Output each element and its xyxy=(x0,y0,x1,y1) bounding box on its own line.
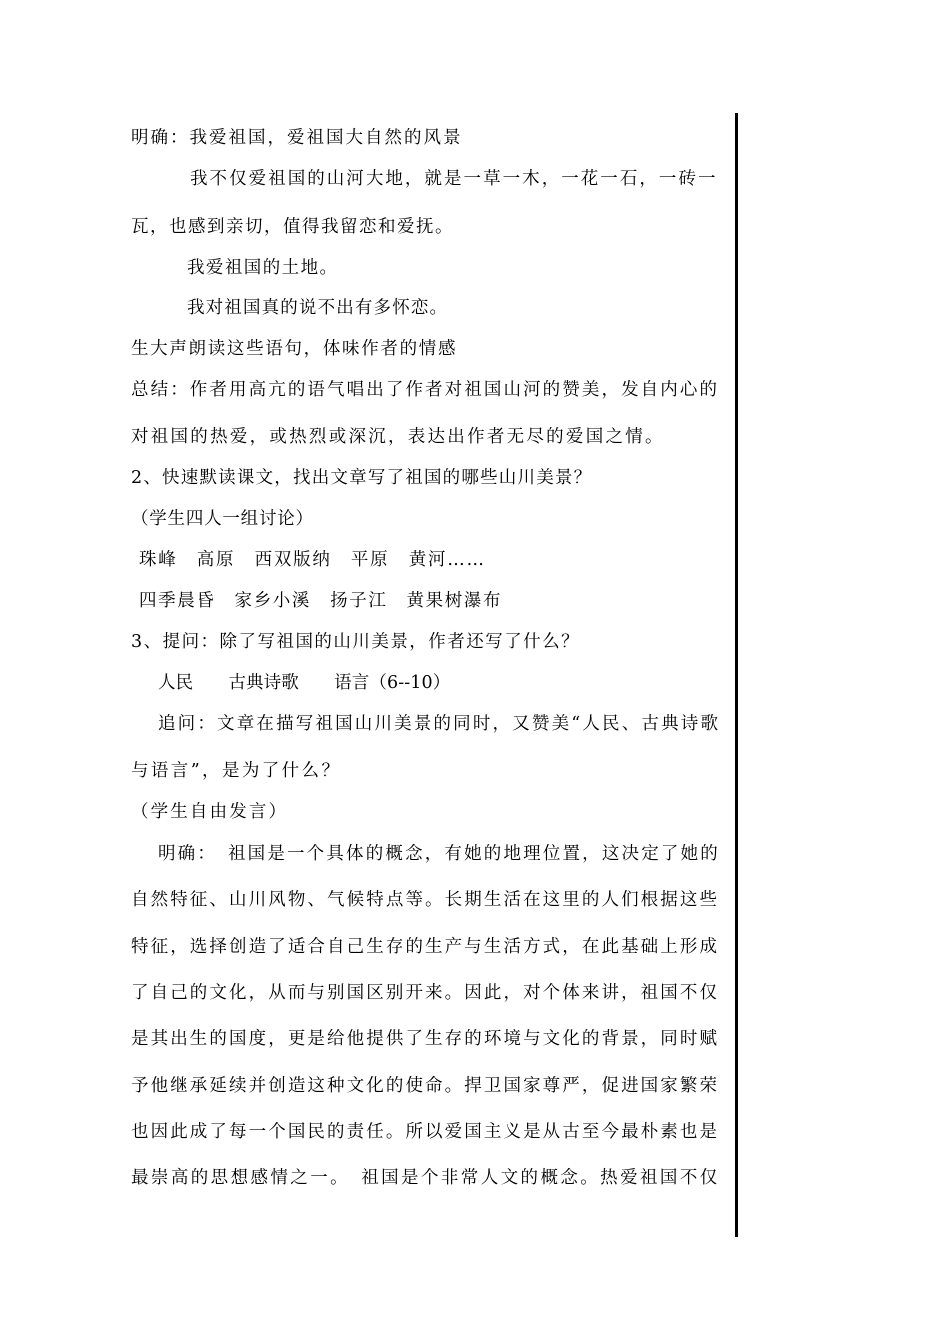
text-line: 瓦，也感到亲切，值得我留恋和爱抚。 xyxy=(131,217,454,237)
text-line: 与语言”，是为了什么？ xyxy=(131,761,342,781)
text-line: 生大声朗读这些语句，体味作者的情感 xyxy=(131,339,458,359)
text-line: 予他继承延续并创造这种文化的使命。捍卫国家尊严，促进国家繁荣 xyxy=(131,1076,720,1096)
text-line: 追问：文章在描写祖国山川美景的同时，又赞美“人民、古典诗歌 xyxy=(158,714,721,734)
margin-rule xyxy=(735,113,738,1237)
text-line: 人民 古典诗歌 语言（6--10） xyxy=(158,673,451,693)
text-line: （学生四人一组讨论） xyxy=(131,509,314,529)
text-line: 我爱祖国的土地。 xyxy=(187,258,339,278)
text-line: 我不仅爱祖国的山河大地，就是一草一木，一花一石，一砖一 xyxy=(190,169,718,189)
text-line: 2、快速默读课文，找出文章写了祖国的哪些山川美景？ xyxy=(131,468,593,488)
text-line: 明确：我爱祖国，爱祖国大自然的风景 xyxy=(131,128,463,148)
text-line: 四季晨昏 家乡小溪 扬子江 黄果树瀑布 xyxy=(139,591,503,611)
text-line: 珠峰 高原 西双版纳 平原 黄河…… xyxy=(139,550,486,570)
text-line: 是其出生的国度，更是给他提供了生存的环境与文化的背景，同时赋 xyxy=(131,1029,720,1049)
text-line: 明确： 祖国是一个具体的概念，有她的地理位置，这决定了她的 xyxy=(158,844,720,864)
text-line: （学生自由发言） xyxy=(131,802,289,822)
text-line: 我对祖国真的说不出有多怀恋。 xyxy=(187,298,449,318)
text-line: 总结：作者用高亢的语气唱出了作者对祖国山河的赞美，发自内心的 xyxy=(131,380,720,400)
text-line: 对祖国的热爱，或热烈或深沉，表达出作者无尽的爱国之情。 xyxy=(131,427,665,447)
text-line: 自然特征、山川风物、气候特点等。长期生活在这里的人们根据这些 xyxy=(131,890,720,910)
text-line: 了自己的文化，从而与别国区别开来。因此，对个体来讲，祖国不仅 xyxy=(131,983,720,1003)
text-line: 特征，选择创造了适合自己生存的生产与生活方式，在此基础上形成 xyxy=(131,937,720,957)
text-line: 3、提问：除了写祖国的山川美景，作者还写了什么？ xyxy=(131,632,581,652)
text-line: 最崇高的思想感情之一。 祖国是个非常人文的概念。热爱祖国不仅 xyxy=(131,1168,720,1188)
text-line: 也因此成了每一个国民的责任。所以爱国主义是从古至今最朴素也是 xyxy=(131,1122,720,1142)
